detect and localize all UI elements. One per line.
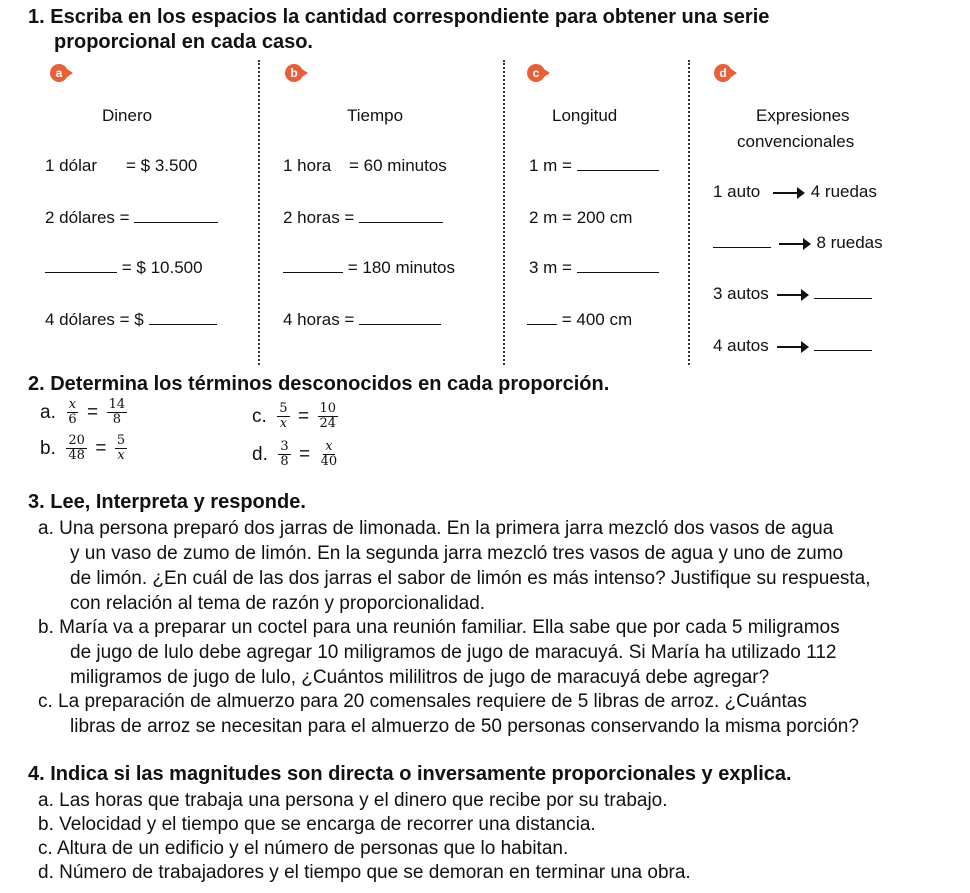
col-c-r4 (527, 310, 632, 330)
proportion-a (40, 398, 129, 427)
col-c-r3-left: 3 m = (529, 258, 572, 277)
col-b-r2-left: 2 horas = (283, 208, 355, 227)
col-b-r3 (283, 258, 455, 278)
col-c-r4-right: = 400 cm (561, 310, 633, 329)
proportion-d (252, 440, 341, 469)
q4-title: 4. Indica si las magnitudes son directa o inversamente proporcionales y explica. (28, 763, 792, 785)
proportion-b (40, 434, 129, 463)
col-c-r3 (529, 258, 659, 278)
column-divider (688, 60, 690, 365)
badge-d: d (714, 64, 732, 82)
item-label: d. (252, 443, 268, 465)
fraction: $\frac{5}{x}$ (116, 433, 126, 463)
col-b-r4-left: 4 horas = (283, 310, 355, 329)
col-b-header: Tiempo (347, 106, 404, 125)
badge-c: c (527, 64, 545, 82)
col-a-r3 (45, 258, 203, 278)
column-divider (503, 60, 505, 365)
equals-sign: = (87, 401, 99, 423)
answer-blank[interactable] (134, 208, 218, 223)
fraction: $\frac{x}{40}$ (320, 439, 338, 469)
q3-c-line1: c. La preparación de almuerzo para 20 comensales requiere de 5 libras de arroz. ¿Cuántas (38, 691, 807, 712)
q2-title: 2. Determina los términos desconocidos en cada proporción. (28, 373, 610, 395)
q3-a-line4: con relación al tema de razón y proporcionalidad. (70, 593, 486, 614)
col-a-r2-left: 2 dólares = (45, 208, 130, 227)
col-b-r4 (283, 310, 441, 330)
arrow-right-icon (779, 243, 809, 245)
col-d-r1-right: 4 ruedas (810, 182, 877, 201)
col-d-r4-left: 4 autos (713, 336, 769, 355)
item-label: b. (40, 437, 56, 459)
col-a-r1-left: 1 dólar (45, 156, 97, 175)
answer-blank[interactable] (527, 310, 557, 325)
col-a-r4-left: 4 dólares = $ (45, 310, 144, 329)
answer-blank[interactable] (359, 208, 443, 223)
col-c-header: Longitud (552, 106, 618, 125)
q3-b-line2: de jugo de lulo debe agregar 10 miligramos de jugo de maracuyá. Si María ha utilizado 112 (70, 642, 837, 663)
fraction: $\frac{x}{6}$ (68, 397, 77, 427)
q3-c-line2: libras de arroz se necesitan para el almuerzo de 50 personas conservando la misma porción? (70, 716, 859, 737)
col-a-r3-right: = $ 10.500 (121, 258, 203, 277)
fraction: $\frac{5}{x}$ (279, 401, 288, 431)
col-c-r1-left: 1 m = (529, 156, 572, 175)
q3-a-line2: y un vaso de zumo de limón. En la segunda jarra mezcló tres vasos de agua y uno de zumo (70, 543, 844, 564)
badge-a: a (50, 64, 68, 82)
col-d-header-line1: Expresiones (756, 106, 850, 125)
equals-sign: = (95, 437, 107, 459)
fraction: $\frac{10}{24}$ (319, 401, 337, 431)
col-d-r4 (713, 336, 872, 356)
q3-a-line1: a. Una persona preparó dos jarras de limonada. En la primera jarra mezcló dos vasos de agua (38, 518, 834, 539)
col-d-r1 (713, 182, 877, 202)
col-d-r1-left: 1 auto (713, 182, 761, 201)
col-d-r3 (713, 284, 872, 304)
col-d-r3-left: 3 autos (713, 284, 769, 303)
col-b-r3-right: = 180 minutos (347, 258, 455, 277)
answer-blank[interactable] (577, 156, 659, 171)
fraction: $\frac{20}{48}$ (68, 433, 85, 463)
col-d-r2-right: 8 ruedas (816, 233, 883, 252)
answer-blank[interactable] (283, 258, 343, 273)
col-c-r1 (529, 156, 659, 176)
fraction: $\frac{14}{8}$ (108, 397, 126, 427)
q4-item-b: b. Velocidad y el tiempo que se encarga de recorrer una distancia. (38, 814, 596, 835)
col-b-r1-left: 1 hora (283, 156, 332, 175)
column-divider (258, 60, 260, 365)
col-b-r1-right: = 60 minutos (349, 156, 447, 175)
answer-blank[interactable] (577, 258, 659, 273)
q3-b-line1: b. María va a preparar un coctel para una reunión familiar. Ella sabe que por cada 5 miligramos (38, 617, 840, 638)
arrow-right-icon (777, 294, 807, 296)
q3-title: 3. Lee, Interpreta y responde. (28, 491, 306, 513)
q4-item-d: d. Número de trabajadores y el tiempo que se demoran en terminar una obra. (38, 862, 691, 883)
col-a-header: Dinero (102, 106, 153, 125)
answer-blank[interactable] (814, 284, 872, 299)
equals-sign: = (297, 405, 310, 427)
col-b-r2 (283, 208, 443, 228)
q3-b-line3: miligramos de jugo de lulo, ¿Cuántos mililitros de jugo de maracuyá debe agregar? (70, 667, 770, 688)
item-label: a. (40, 401, 56, 423)
arrow-right-icon (773, 192, 803, 194)
col-c-r2-left: 2 m = 200 cm (529, 208, 633, 227)
q4-item-a: a. Las horas que trabaja una persona y el dinero que recibe por su trabajo. (38, 790, 668, 811)
arrow-right-icon (777, 346, 807, 348)
answer-blank[interactable] (45, 258, 117, 273)
col-a-r4 (45, 310, 217, 330)
col-d-r2 (713, 233, 883, 253)
fraction: $\frac{3}{8}$ (280, 439, 289, 469)
q1-title-line1: 1. Escriba en los espacios la cantidad correspondiente para obtener una serie (28, 6, 770, 28)
answer-blank[interactable] (814, 336, 872, 351)
col-d-header-line2: convencionales (737, 132, 855, 151)
answer-blank[interactable] (149, 310, 217, 325)
answer-blank[interactable] (713, 233, 771, 248)
item-label: c. (252, 405, 267, 427)
q3-a-line3: de limón. ¿En cuál de las dos jarras el sabor de limón es más intenso? Justifique su respuesta, (70, 568, 871, 589)
q4-item-c: c. Altura de un edificio y el número de personas que lo habitan. (38, 838, 569, 859)
proportion-c (252, 402, 340, 431)
col-a-r2 (45, 208, 218, 228)
q1-title-line2: proporcional en cada caso. (54, 31, 313, 53)
answer-blank[interactable] (359, 310, 441, 325)
col-a-r1-right: = $ 3.500 (126, 156, 198, 175)
equals-sign: = (299, 443, 311, 465)
badge-b: b (285, 64, 303, 82)
